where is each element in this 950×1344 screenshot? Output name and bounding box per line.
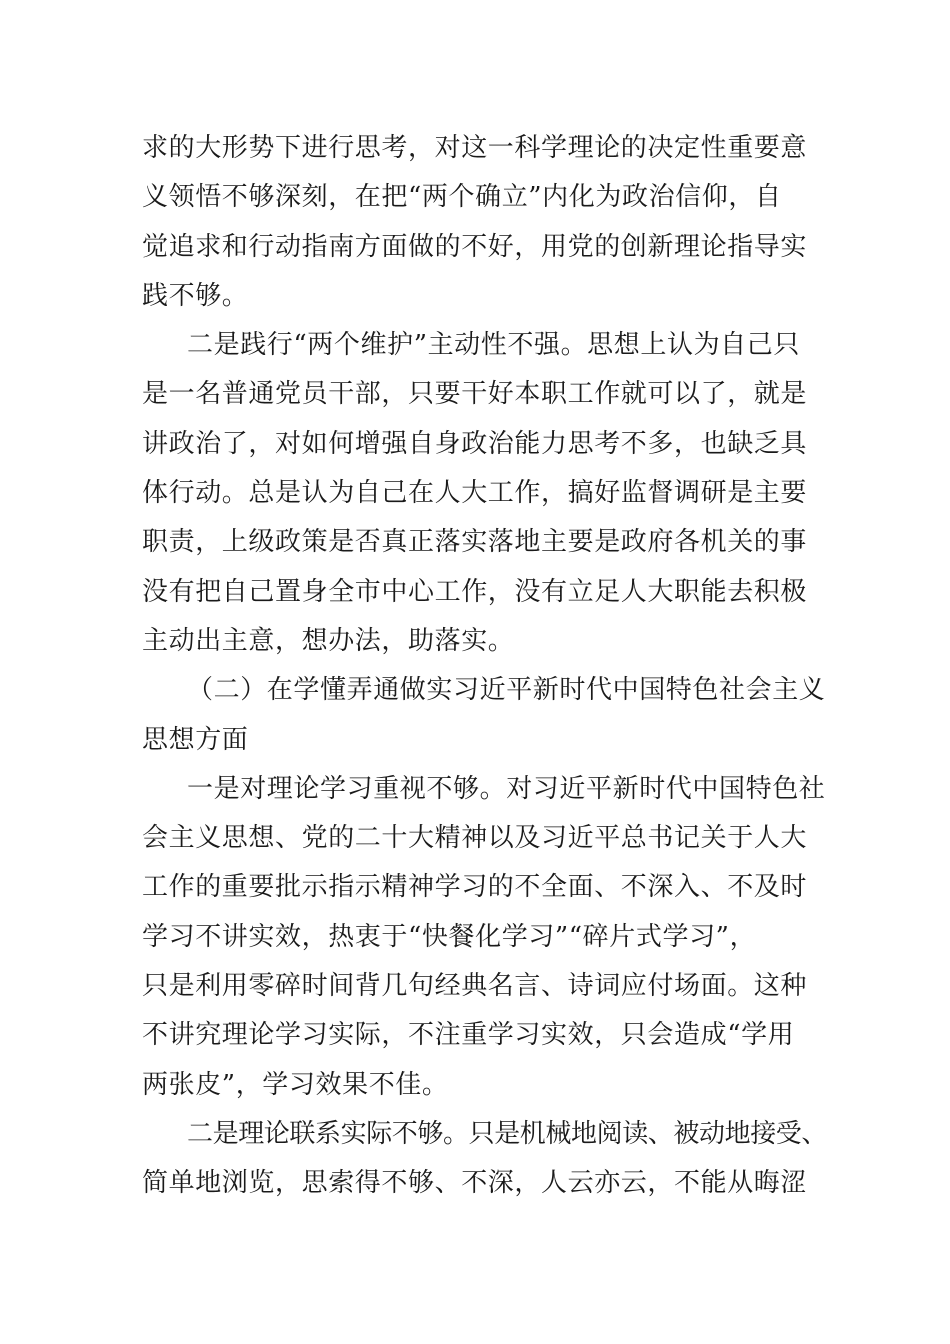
text-line: 简单地浏览，思索得不够、不深，人云亦云，不能从晦涩 (142, 1168, 808, 1199)
text-line: 只是利用零碎时间背几句经典名言、诗词应付场面。这种 (142, 971, 808, 1002)
text-line: 思想方面 (142, 724, 249, 755)
text-line: 职责，上级政策是否真正落实落地主要是政府各机关的事 (142, 527, 808, 558)
text-line: （二）在学懂弄通做实习近平新时代中国特色社会主义 (187, 675, 826, 706)
document-body (142, 124, 828, 1209)
text-line: 主动出主意，想办法，助落实。 (142, 625, 515, 656)
text-line: 二是践行“两个维护”主动性不强。思想上认为自己只 (187, 330, 800, 361)
text-line: 讲政治了，对如何增强自身政治能力思考不多，也缺乏具 (142, 428, 808, 459)
text-line: 两张皮”，学习效果不佳。 (142, 1069, 449, 1100)
text-line: 义领悟不够深刻，在把“两个确立”内化为政治信仰，自 (142, 182, 782, 213)
text-line: 一是对理论学习重视不够。对习近平新时代中国特色社 (187, 773, 826, 804)
text-line: 体行动。总是认为自己在人大工作，搞好监督调研是主要 (142, 478, 808, 509)
text-line: 工作的重要批示指示精神学习的不全面、不深入、不及时 (142, 872, 808, 903)
text-line: 二是理论联系实际不够。只是机械地阅读、被动地接受、 (187, 1118, 828, 1149)
text-line: 觉追求和行动指南方面做的不好，用党的创新理论指导实 (142, 231, 808, 262)
text-line: 践不够。 (142, 280, 249, 311)
text-line: 求的大形势下进行思考，对这一科学理论的决定性重要意 (142, 133, 808, 163)
text-line: 没有把自己置身全市中心工作，没有立足人大职能去积极 (142, 576, 808, 607)
text-line: 学习不讲实效，热衷于“快餐化学习”“碎片式学习”， (142, 921, 757, 952)
text-line: 不讲究理论学习实际，不注重学习实效，只会造成“学用 (142, 1020, 795, 1051)
text-line: 是一名普通党员干部，只要干好本职工作就可以了，就是 (142, 379, 808, 410)
text-line: 会主义思想、党的二十大精神以及习近平总书记关于人大 (142, 823, 808, 854)
